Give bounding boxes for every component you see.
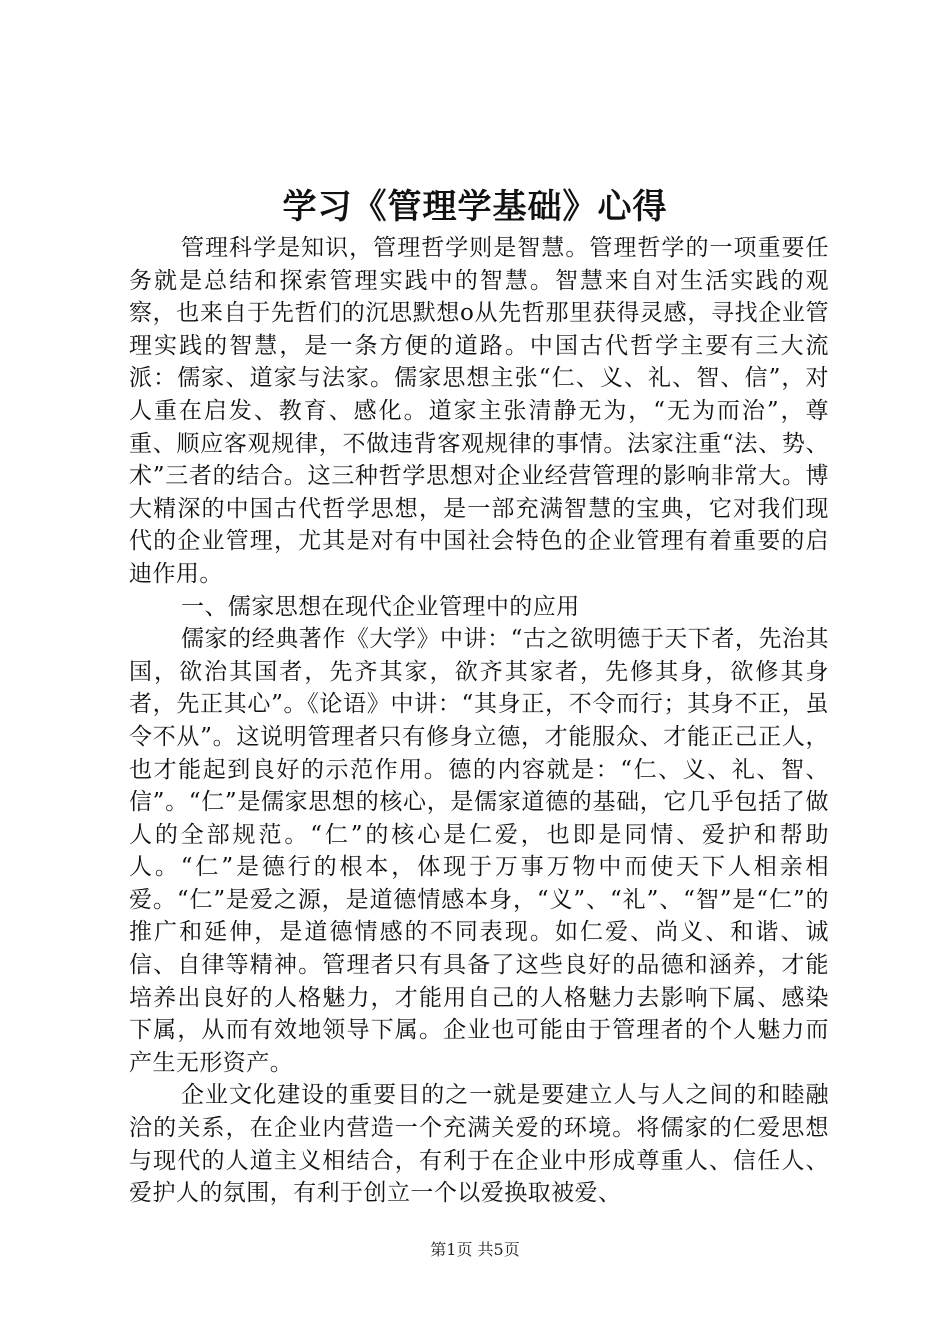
document-title: 学习《管理学基础》心得: [282, 187, 668, 227]
page-number-footer: 第1页 共5页: [430, 1240, 520, 1259]
paragraph-intro: 管理科学是知识，管理哲学则是智慧。管理哲学的一项重要任务就是总结和探索管理实践中的智慧。智慧来自对生活实践的观察，也来自于先哲们的沉思默想o从先哲那里获得灵感，寻找企业管理实践的智慧，是一条方便的道路。中国古代哲学主要有三大流派：儒家、道家与法家。儒家思想主张“仁、义、礼、智、信”，对人重在启发、教育、感化。道家主张清静无为，“无为而治”，尊重、顺应客观规律，不做违背客观规律的事情。法家注重“法、势、术”三者的结合。这三种哲学思想对企业经营管理的影响非常大。博大精深的中国古代哲学思想，是一部充满智慧的宝典，它对我们现代的企业管理，尤其是对有中国社会特色的企业管理有着重要的启迪作用。: [129, 235, 829, 587]
document-body: [129, 232, 829, 1210]
paragraph-confucian: 儒家的经典著作《大学》中讲：“古之欲明德于天下者，先治其国，欲治其国者，先齐其家，欲齐其家者，先修其身，欲修其身者，先正其心”。《论语》中讲：“其身正，不令而行；其身不正，虽令不从”。这说明管理者只有修身立德，才能服众、才能正己正人，也才能起到良好的示范作用。德的内容就是：“仁、义、礼、智、信”。“仁”是儒家思想的核心，是儒家道德的基础，它几乎包括了做人的全部规范。“仁”的核心是仁爱，也即是同情、爱护和帮助人。“仁”是德行的根本，体现于万事万物中而使天下人相亲相爱。“仁”是爱之源，是道德情感本身，“义”、“礼”、“智”是“仁”的推广和延伸，是道德情感的不同表现。如仁爱、尚义、和谐、诚信、自律等精神。管理者只有具备了这些良好的品德和涵养，才能培养出良好的人格魅力，才能用自己的人格魅力去影响下属、感染下属，从而有效地领导下属。企业也可能由于管理者的个人魅力而产生无形资产。: [129, 626, 829, 1076]
section-heading: 一、儒家思想在现代企业管理中的应用: [181, 593, 580, 620]
paragraph-culture: 企业文化建设的重要目的之一就是要建立人与人之间的和睦融洽的关系，在企业内营造一个充满关爱的环境。将儒家的仁爱思想与现代的人道主义相结合，有利于在企业中形成尊重人、信任人、爱护人的氛围，有利于创立一个以爱换取被爱、: [129, 1082, 829, 1207]
